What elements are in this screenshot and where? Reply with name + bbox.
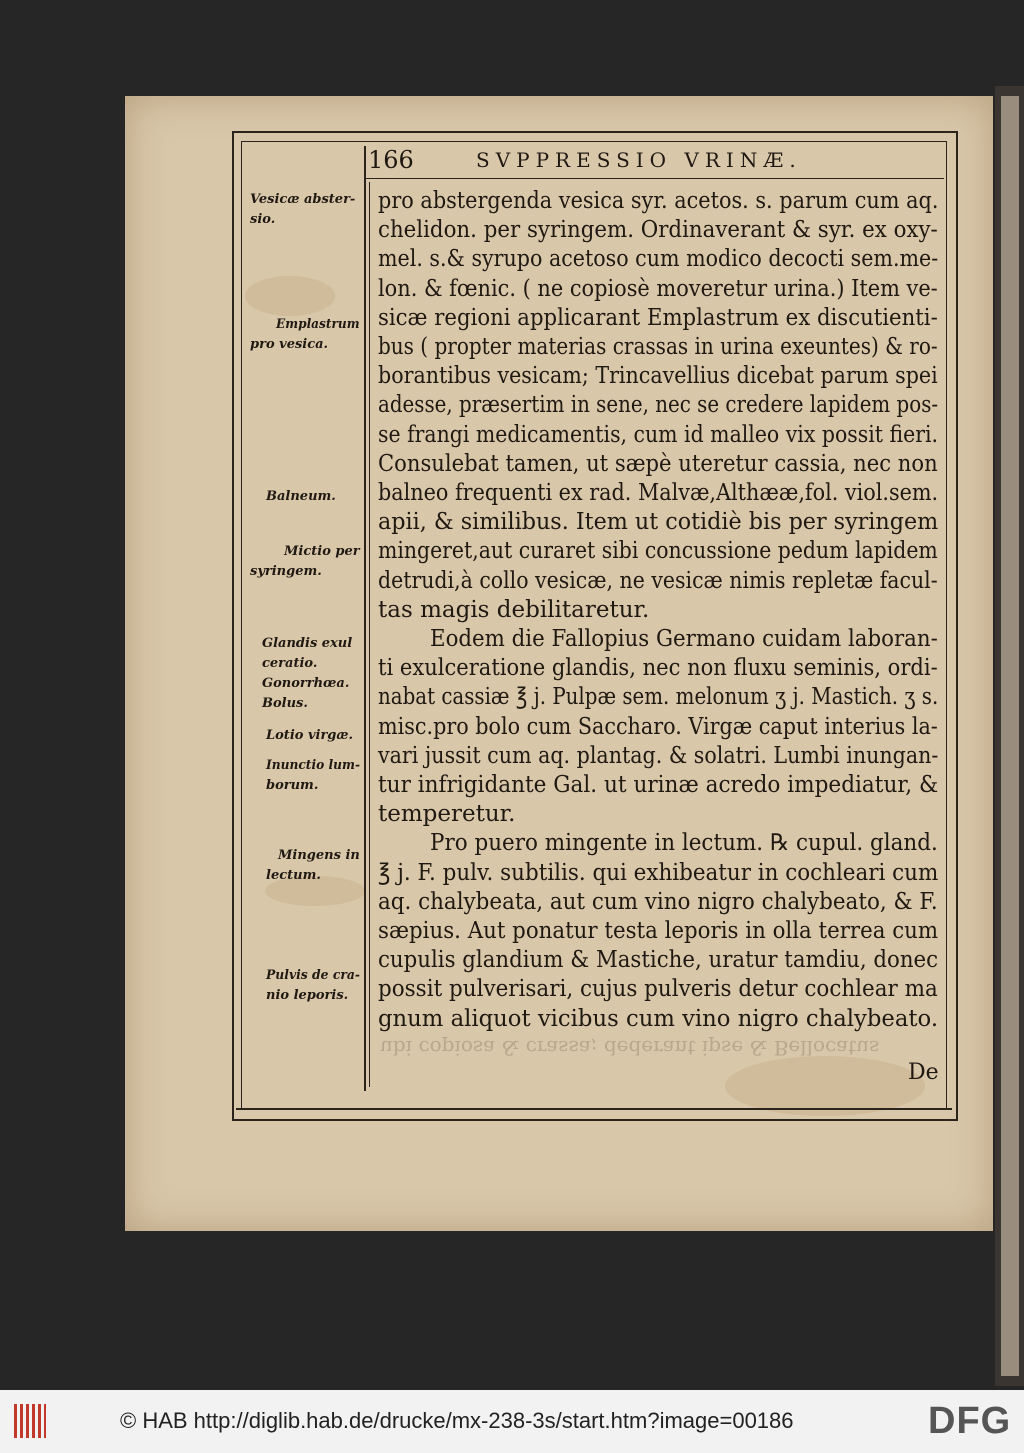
header-rule xyxy=(366,178,944,179)
margin-note: Glandis exul xyxy=(262,636,353,651)
body-line: Eodem die Fallopius Germano cuidam laboran- xyxy=(430,626,938,652)
margin-note: Mictio per xyxy=(284,544,360,559)
body-line: lon. & fœnic. ( ne copiosè moveretur urina.) Item ve- xyxy=(378,275,938,302)
dfg-logo: DFG xyxy=(928,1400,1012,1442)
body-line: ℥ j. F. pulv. subtilis. qui exhibeatur in cochleari cum xyxy=(378,859,939,886)
body-line: chelidon. per syringem. Ordinaverant & syr. ex oxy- xyxy=(378,217,938,244)
margin-note: lectum. xyxy=(266,868,321,883)
body-line: tur infrigidante Gal. ut urinæ acredo impediatur, & xyxy=(378,772,939,798)
body-line: borantibus vesicam; Trincavellius dicebat parum spei xyxy=(378,363,938,390)
margin-note: syringem. xyxy=(250,564,322,579)
footer-bar xyxy=(0,1390,1024,1453)
margin-note: Vesicæ abster- xyxy=(250,192,356,207)
margin-note: Emplastrum xyxy=(276,317,360,332)
margin-note: Inunctio lum- xyxy=(266,758,361,773)
body-line: possit pulverisari, cujus pulveris detur cochlear ma xyxy=(378,976,938,1003)
page-border-bottom-rule xyxy=(236,1108,952,1110)
body-line: sæpius. Aut ponatur testa leporis in olla terrea cum xyxy=(378,918,939,944)
facing-page-edge xyxy=(995,86,1024,1386)
body-line: Pro puero mingente in lectum. ℞ cupul. gland. xyxy=(430,830,938,857)
body-line: detrudi,à collo vesicæ, ne vesicæ nimis repletæ facul- xyxy=(378,567,938,594)
body-line: bus ( propter materias crassas in urina exeuntes) & ro- xyxy=(378,334,938,360)
margin-note: ceratio. xyxy=(262,656,318,671)
body-line: mel. s.& syrupo acetoso cum modico decocti sem.me- xyxy=(378,246,939,273)
catchword: De xyxy=(908,1060,939,1085)
facing-page-leaf xyxy=(1001,96,1019,1376)
column-divider xyxy=(364,146,366,1091)
body-line: gnum aliquot vicibus cum vino nigro chalybeato. xyxy=(378,1005,939,1032)
body-line: nabat cassiæ ℥ j. Pulpæ sem. melonum ʒ j. Mastich. ʒ s. xyxy=(378,684,939,711)
body-line: tas magis debilitaretur. xyxy=(378,596,650,623)
page-number: 166 xyxy=(368,146,414,174)
margin-note: nio leporis. xyxy=(266,988,349,1003)
running-title: SVPPRESSIO VRINÆ. xyxy=(476,148,802,172)
body-line: pro abstergenda vesica syr. acetos. s. parum cum aq. xyxy=(378,188,939,214)
library-icon xyxy=(14,1404,46,1438)
copyright-link[interactable]: © HAB http://diglib.hab.de/drucke/mx-238-3s/start.htm?image=00186 xyxy=(120,1408,794,1433)
margin-note: borum. xyxy=(266,778,319,793)
margin-note: Mingens in xyxy=(278,848,360,863)
body-line: se frangi medicamentis, cum id malleo vix possit fieri. xyxy=(378,421,939,448)
body-line: sicæ regioni applicarant Emplastrum ex discutienti- xyxy=(378,304,938,331)
column-divider-inner xyxy=(369,182,370,1087)
body-line: cupulis glandium & Mastiche, uratur tamdiu, donec xyxy=(378,947,939,974)
body-line: misc.pro bolo cum Saccharo. Virgæ caput interius la- xyxy=(378,713,938,740)
margin-note: Lotio virgæ. xyxy=(266,728,354,743)
body-line: temperetur. xyxy=(378,801,516,828)
bleed-through-text: ubi copiosa & crassa; dederant ipse & Bellocatus xyxy=(380,1036,880,1060)
margin-note: Gonorrhœa. xyxy=(262,676,350,691)
body-line: vari jussit cum aq. plantag. & solatri. Lumbi inungan- xyxy=(378,742,939,769)
margin-note: Bolus. xyxy=(262,696,308,711)
body-line: Consulebat tamen, ut sæpè uteretur cassia, nec non xyxy=(378,450,938,477)
body-line: apii, & similibus. Item ut cotidiè bis per syringem xyxy=(378,509,939,536)
body-line: balneo frequenti ex rad. Malvæ,Althææ,fol. viol.sem. xyxy=(378,480,939,506)
body-line: mingeret,aut curaret sibi concussione pedum lapidem xyxy=(378,538,938,565)
body-line: aq. chalybeata, aut cum vino nigro chalybeato, & F. xyxy=(378,888,938,915)
margin-note: Balneum. xyxy=(266,489,336,504)
margin-note: pro vesica. xyxy=(250,337,329,352)
body-line: ti exulceratione glandis, nec non fluxu seminis, ordi- xyxy=(378,655,938,682)
margin-note: sio. xyxy=(250,212,276,227)
page-header xyxy=(366,142,944,176)
body-line: adesse, præsertim in sene, nec se credere lapidem pos- xyxy=(378,392,939,419)
margin-note: Pulvis de cra- xyxy=(266,968,360,983)
